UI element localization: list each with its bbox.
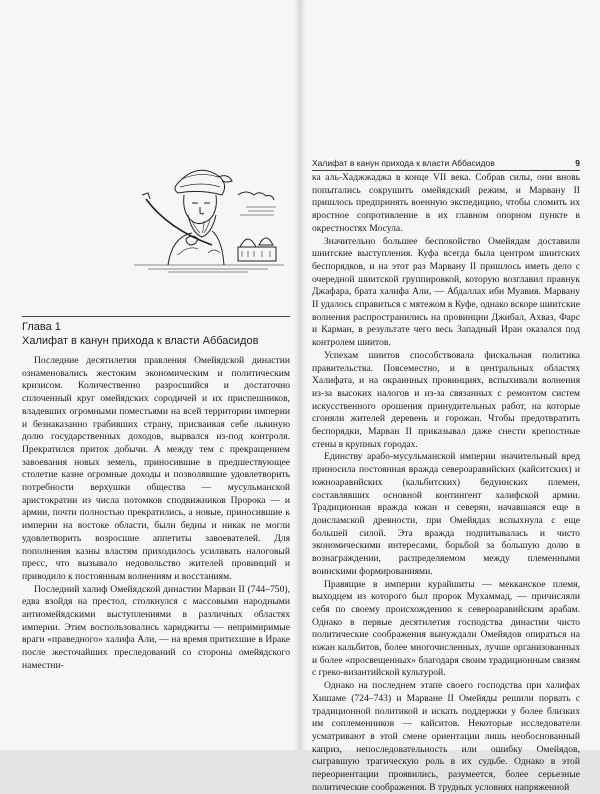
left-page bbox=[0, 0, 300, 750]
left-body-text bbox=[22, 355, 290, 673]
page-number: 9 bbox=[575, 158, 580, 168]
paragraph: Единству арабо-мусульманской империи значительный вред приносила постоянная вражда североаравийских (кайситских) и южноаравийских (кальбитских) бедуинских племен, составлявших основной контингент халифской армии. Традиционная вражда южан и северян, начавшаяся еще в доисламской древности, при Омейядах вспыхнула с еще большей силой. Эта вражда подпитывалась и чисто экономическими интересами, борьбой за бо́льшую долю в вознаграждении, распределяемом между племенными воинскими формированиями. bbox=[312, 451, 580, 577]
paragraph: Значительно большее беспокойство Омейядам доставили шиитские выступления. Куфа всегда была центром шиитских беспорядков, и на этот раз Марвану II пришлось иметь дело с очередной шиитской группировкой, которую возглавил правнук Джафара, брата халифа Али, — Абдаллах ибн Муавия. Марвану II удалось справиться с мятежом в Куфе, однако вскоре шиитские волнения распространились на провинции Джибал, Ахваз, Фарс и Карман, в результате чего весь Западный Иран оказался под контролем шиитов. bbox=[312, 235, 580, 349]
right-body-text bbox=[312, 172, 580, 794]
paragraph: Успехам шиитов способствовала фискальная политика правительства. Повсеместно, и в центральных областях Халифата, и на окраинных провинциях, вспыхивали волнения из-за высоких налогов и из-за связанных с ремонтом систем искусственного орошения принудительных работ, на которые сгоняли жителей деревень и горожан. Чтобы предотвратить беспорядки, Марван II приказывал даже снести крепостные стены в крупных городах. bbox=[312, 349, 580, 450]
chapter-rule bbox=[22, 316, 290, 317]
paragraph: ка аль-Хаджжаджа в конце VII века. Собрав силы, они вновь попытались сокрушить омейядский режим, и Марвану II пришлось предпринять военную экспедицию, чтобы сломить их яростное сопротивление в их главном опорном пункте в окрестностях Мосула. bbox=[312, 172, 580, 234]
paragraph: Однако на последнем этапе своего господства при халифах Хишаме (724–743) и Марване II Омейяды решили порвать с традиционной политикой и искать поддержки у более близких им соплеменников — кайситов. Некоторые исследователи усматривают в этой смене ориентации лишь необоснованный каприз, непоследовательность или ошибку Омейядов, сыгравшую трагическую роль в их судьбе. Однако в этой переориентации проявились, разумеется, более серьезные политические соображения. В трудных условиях напряженной bbox=[312, 680, 580, 793]
chapter-label: Глава 1 bbox=[22, 321, 61, 333]
paragraph: Последний халиф Омейядской династии Марван II (744–750), едва взойдя на престол, столкнулся с массовыми народными антиомейядскими выступлениями в различных областях империи. Этим воспользовались хариджиты — непримиримые враги «праведного» халифа Али, — на время притихшие в Ираке после жесточайших преследований со стороны омейядского наместни- bbox=[22, 583, 290, 671]
chapter-title: Халифат в канун прихода к власти Аббасидов bbox=[22, 335, 259, 347]
running-head bbox=[312, 158, 580, 171]
chapter-illustration bbox=[128, 155, 290, 275]
running-head-title: Халифат в канун прихода к власти Аббасидов bbox=[312, 158, 495, 168]
paragraph: Правящие в империи курайшиты — мекканское племя, выходцем из которого был пророк Мухаммад, — причисляли себя по своему происхождению к североаравийским арабам. Однако в первые десятилетия господства династии чисто политические соображения вынуждали Омейядов опираться на южан кальбитов, более многочисленных, лучше организованных и более «просвещенных» благодаря своим традиционным связям с греко-византийской культурой. bbox=[312, 578, 580, 679]
paragraph: Последние десятилетия правления Омейядской династии ознаменовались жестоким экономическим и политическим кризисом. Количественно разросшийся и достаточно сплоченный круг омейядских сородичей и их приспешников, владевших огромными поместьями на всей территории империи и безнаказанно грабивших страну, присваивая себе львиную долю государственных доходов, вырвался из-под контроля. Прекратился приток добычи. А между тем с прекращением завоевания новых земель, приносившие в предшествующее столетие казне огромные доходы и позволявшие удовлетворить потребности верхушки общества — мусульманской аристократии из числа потомков сподвижников Пророка — и армии, почти полностью прекратились, а новые, приносившие к империи на востоке области, были бедны и никак не могли удовлетворить возросшие аппетиты завоевателей. Для пополнения казны властям приходилось усиливать налоговый пресс, что вызывало недовольство жителей провинций и приводило к постоянным волнениям и восстаниям. bbox=[22, 355, 290, 582]
